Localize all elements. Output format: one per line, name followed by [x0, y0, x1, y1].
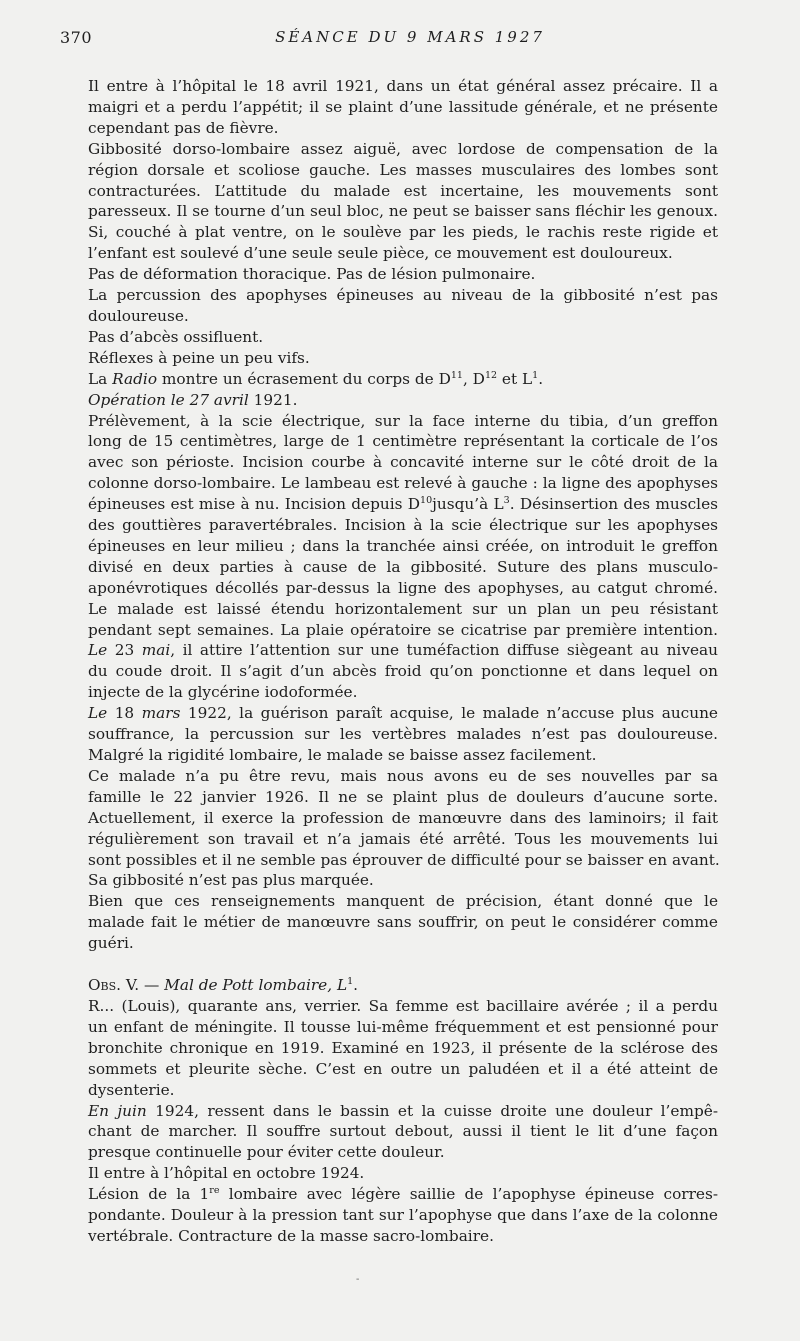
paragraph-p5 — [60, 285, 718, 327]
paragraph-p8 — [60, 369, 718, 390]
text-line: vertébrale. Contracture de la masse sacro-lombaire. — [88, 1226, 494, 1245]
text-line: épineuses en leur milieu ; dans la tranchée ainsi créée, on introduit le greffon — [88, 536, 718, 555]
text-line: l’enfant est soulevé d’une seule seule pièce, ce mouvement est douloureux. — [88, 244, 673, 263]
text-line: pondante. Douleur à la pression tant sur l’apophyse que dans l’axe de la colonne — [88, 1206, 718, 1225]
text-line: Pas d’abcès ossifluent. — [88, 327, 264, 346]
text-line: Malgré la rigidité lombaire, le malade se baisse assez facilement. — [88, 746, 597, 764]
text-line: sommets et pleurite sèche. C’est en outre un paludéen et il a été atteint de — [88, 1059, 718, 1078]
paragraph-p19 — [60, 1163, 718, 1184]
paragraph-p20 — [60, 1184, 718, 1247]
text-line: Ce malade n’a pu être revu, mais nous avons eu de ses nouvelles par sa — [88, 766, 718, 785]
running-title: SÉANCE DU 9 MARS 1927 — [275, 28, 545, 46]
text-line: douloureuse. — [88, 306, 189, 325]
page-number: 370 — [60, 28, 93, 47]
text-line: malade fait le métier de manœuvre sans souffrir, on peut le considérer comme — [88, 913, 718, 932]
text-line: Gibbosité dorso-lombaire assez aiguë, avec lordose de compensation de la — [88, 139, 718, 158]
paragraph-p13 — [60, 703, 718, 766]
text-line: En juin 1924, ressent dans le bassin et la cuisse droite une douleur l’empê- — [88, 1101, 718, 1120]
text-line: Bien que ces renseignements manquent de précision, étant donné que le — [88, 892, 718, 911]
text-line: Prélèvement, à la scie électrique, sur la face interne du tibia, d’un greffon — [88, 411, 718, 430]
text-line: La percussion des apophyses épineuses au niveau de la gibbosité n’est pas — [88, 286, 718, 305]
text-line: cependant pas de fièvre. — [88, 118, 279, 137]
text-line: long de 15 centimètres, large de 1 centimètre représentant la corticale de l’os — [88, 432, 718, 451]
text-line: contracturées. L’attitude du malade est incertaine, les mouvements sont — [88, 181, 718, 200]
paragraph-p14 — [60, 766, 718, 891]
text-line: avec son périoste. Incision courbe à concavité interne sur le côté droit de la — [88, 453, 718, 472]
text-line: chant de marcher. Il souffre surtout debout, aussi il tient le lit d’une façon — [88, 1122, 718, 1141]
page-speck: - — [356, 1274, 360, 1285]
paragraph-p1 — [60, 76, 718, 139]
text-line: Lésion de la 1re lombaire avec légère saillie de l’apophyse épineuse corres- — [88, 1185, 718, 1204]
text-line: R... (Louis), quarante ans, verrier. Sa femme est bacillaire avérée ; il a perdu — [88, 996, 718, 1015]
text-line: maigri et a perdu l’appétit; il se plaint d’une lassitude générale, et ne présente — [88, 97, 718, 116]
paragraph-p12 — [60, 640, 718, 703]
paragraph-p7 — [60, 348, 718, 369]
paragraph-p17 — [60, 996, 718, 1101]
text-line: aponévrotiques décollés par-dessus la ligne des apophyses, au catgut chromé. — [88, 578, 718, 597]
text-line: La Radio montre un écrasement du corps de $D^{11}$, $D^{12}$ et $L^1$. — [88, 369, 544, 388]
text-line: Le 18 mars 1922, la guérison paraît acquise, le malade n’accuse plus aucune — [88, 704, 718, 723]
text-line: un enfant de méningite. Il tousse lui-même fréquemment et est pensionné pour — [88, 1017, 718, 1036]
text-line: Opération le 27 avril 1921. — [88, 390, 298, 409]
text-line: divisé en deux parties à cause de la gibbosité. Suture des plans musculo- — [88, 557, 718, 576]
text-line: Sa gibbosité n’est pas plus marquée. — [88, 871, 374, 890]
text-line: des gouttières paravertébrales. Incision à la scie électrique sur les apophyses — [88, 516, 718, 535]
paragraph-p11 — [60, 599, 718, 641]
text-line: pendant sept semaines. La plaie opératoire se cicatrise par première intention. — [88, 620, 718, 639]
text-line: régulièrement son travail et n’a jamais été arrêté. Tous les mouvements lui — [88, 829, 718, 848]
text-line: Il entre à l’hôpital le 18 avril 1921, dans un état général assez précaire. Il a — [88, 77, 718, 95]
text-line: Pas de déformation thoracique. Pas de lésion pulmonaire. — [88, 265, 536, 284]
text-line: dysenterie. — [88, 1080, 175, 1099]
paragraph-p6 — [60, 327, 718, 348]
paragraph-p3 — [60, 222, 718, 264]
paragraph-p4 — [60, 264, 718, 285]
text-line: Réflexes à peine un peu vifs. — [88, 348, 310, 367]
text-line: souffrance, la percussion sur les vertèbres malades n’est pas douloureuse. — [88, 725, 718, 744]
text-line: région dorsale et scoliose gauche. Les masses musculaires des lombes sont — [88, 160, 718, 179]
text-line: Le 23 mai, il attire l’attention sur une tuméfaction diffuse siègeant au niveau — [88, 641, 718, 660]
paragraph-p18 — [60, 1101, 718, 1164]
body-text — [60, 76, 718, 1247]
paragraph-p2 — [60, 139, 718, 223]
text-line: presque continuelle pour éviter cette douleur. — [88, 1143, 445, 1162]
text-line: famille le 22 janvier 1926. Il ne se plaint plus de douleurs d’aucune sorte. — [88, 787, 718, 806]
text-line: Le malade est laissé étendu horizontalement sur un plan un peu résistant — [88, 599, 718, 618]
text-line: sont possibles et il ne semble pas éprouver de difficulté pour se baisser en avant. — [88, 850, 720, 869]
text-line: épineuses est mise à nu. Incision depuis $D^{10}jusqu’à$ $L^3$. Désinsertion des muscles — [88, 495, 718, 514]
text-line: Il entre à l’hôpital en octobre 1924. — [88, 1164, 365, 1183]
paragraph-p15 — [60, 891, 718, 954]
paragraph-p9 — [60, 390, 718, 411]
text-line: colonne dorso-lombaire. Le lambeau est relevé à gauche : la ligne des apophyses — [88, 474, 718, 493]
text-line: injecte de la glycérine iodoformée. — [88, 683, 358, 702]
text-line: Si, couché à plat ventre, on le soulève par les pieds, le rachis reste rigide et — [88, 223, 718, 242]
paragraph-p16 — [60, 975, 718, 996]
text-line: paresseux. Il se tourne d’un seul bloc, ne peut se baisser sans fléchir les genoux. — [88, 202, 718, 221]
page-header — [60, 28, 760, 52]
text-line: bronchite chronique en 1919. Examiné en 1923, il présente de la sclérose des — [88, 1038, 718, 1057]
text-line: guéri. — [88, 934, 134, 953]
text-line: du coude droit. Il s’agit d’un abcès froid qu’on ponctionne et dans lequel on — [88, 662, 718, 681]
paragraph-p10 — [60, 411, 718, 599]
text-line: Actuellement, il exerce la profession de manœuvre dans des laminoirs; il fait — [88, 808, 718, 827]
text-line: Obs. V. — Mal de Pott lombaire, $L^1$. — [88, 976, 359, 995]
